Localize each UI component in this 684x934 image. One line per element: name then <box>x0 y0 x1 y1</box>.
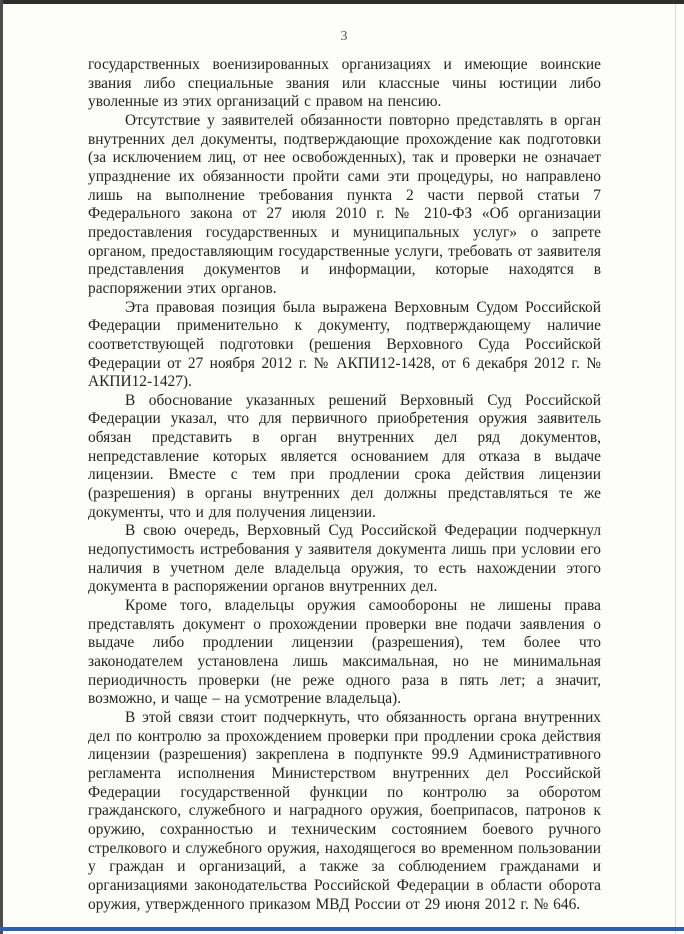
page-number: 3 <box>340 29 348 44</box>
page-right-border <box>675 4 676 934</box>
page-bottom-border <box>0 927 684 931</box>
paragraph: В свою очередь, Верховный Суд Российской Федерации подчеркнул недопустимость истребования у заявителя документа лишь при условии его наличия в учетном деле владельца оружия, то есть нахождении этого документа в распоряжении органов внутренних дел. <box>88 522 601 596</box>
page-left-border <box>0 0 3 934</box>
paragraph: государственных военизированных организациях и имеющие воинские звания либо специальные звания или классные чины юстиции либо уволенные из этих организаций с правом на пенсию. <box>88 56 601 111</box>
paragraph: В обоснование указанных решений Верховный Суд Российской Федерации указал, что для первичного приобретения оружия заявитель обязан представить в орган внутренних дел ряд документов, непредставление которых является основанием для отказа в выдаче лицензии. Вместе с тем при продлении срока действия лицензии (разрешения) в органы внутренних дел должны представляться те же документы, что и для получения лицензии. <box>88 391 601 521</box>
page-top-border <box>0 0 684 4</box>
paragraph: Отсутствие у заявителей обязанности повторно представлять в орган внутренних дел документы, подтверждающие прохождение как подготовки (за исключением лиц, от нее освобожденных), так и проверки не означает упразднение их обязанности пройти сами эти процедуры, но направлено лишь на выполнение требования пункта 2 части первой статьи 7 Федерального закона от 27 июля 2010 г. № 210-ФЗ «Об организации предоставления государственных и муниципальных услуг» о запрете органом, предоставляющим государственные услуги, требовать от заявителя представления документов и информации, которые находятся в распоряжении этих органов. <box>88 111 601 297</box>
paragraph: В этой связи стоит подчеркнуть, что обязанность органа внутренних дел по контролю за прохождением проверки при продлении срока действия лицензии (разрешения) закреплена в подпункте 99.9 Административного регламента исполнения Министерством внутренних дел Российской Федерации государственной функции по контролю за оборотом гражданского, служебного и наградного оружия, боеприпасов, патронов к оружию, сохранностью и техническим состоянием боевого ручного стрелкового и служебного оружия, находящегося во временном пользовании у граждан и организаций, а также за соблюдением гражданами и организациями законодательства Российской Федерации в области оборота оружия, утвержденного приказом МВД России от 29 июня 2012 г. № 646. <box>88 708 601 913</box>
paragraph: Эта правовая позиция была выражена Верховным Судом Российской Федерации применительно к документу, подтверждающему наличие соответствующей подготовки (решения Верховного Суда Российской Федерации от 27 ноября 2012 г. № АКПИ12-1428, от 6 декабря 2012 г. № АКПИ12-1427). <box>88 298 601 391</box>
document-body <box>88 56 601 914</box>
paragraph: Кроме того, владельцы оружия самообороны не лишены права представлять документ о прохождении проверки вне подачи заявления о выдаче либо продлении лицензии (разрешения), тем более что законодателем установлена лишь максимальная, но не минимальная периодичность проверки (не реже одного раза в пять лет; а значит, возможно, и чаще – на усмотрение владельца). <box>88 597 601 708</box>
